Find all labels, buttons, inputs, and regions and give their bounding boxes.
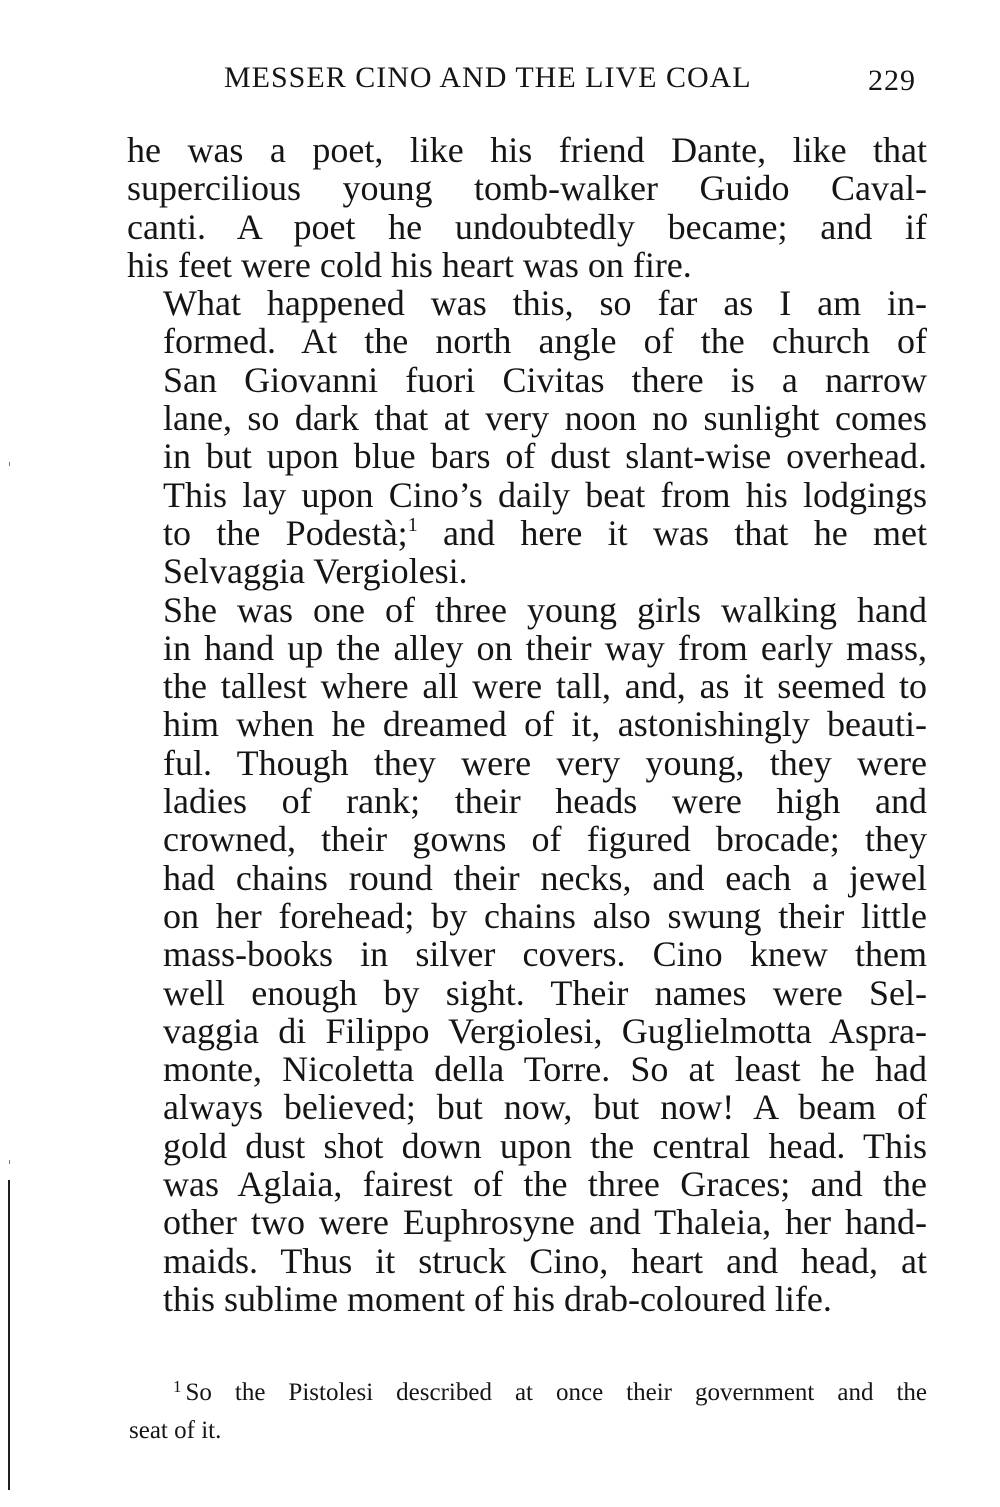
text-line: his feet were cold his heart was on fire.	[127, 244, 692, 285]
paragraph	[127, 591, 927, 1319]
text-line: supercilious young tomb-walker Guido Caval-	[127, 168, 927, 209]
text-fragment: and here it was that he met	[417, 512, 927, 553]
text-line: formed. At the north angle of the church of	[163, 321, 927, 362]
text-line: What happened was this, so far as I am in-	[163, 283, 927, 324]
page-edge-speck	[9, 462, 10, 466]
paragraph	[127, 284, 927, 590]
page-number: 229	[868, 64, 916, 97]
text-line: this sublime moment of his drab-coloured life.	[163, 1278, 832, 1319]
text-line: Selvaggia Vergiolesi.	[163, 551, 468, 592]
footnote-line	[129, 1378, 927, 1416]
text-line: well enough by sight. Their names were Sel-	[163, 972, 927, 1013]
text-line: canti. A poet he undoubtedly became; and if	[127, 206, 927, 247]
footnote-mark: 1	[173, 1377, 182, 1396]
body-text	[127, 131, 927, 1318]
footnote-reference[interactable]: 1	[407, 513, 418, 536]
paragraph	[127, 131, 927, 284]
text-line: maids. Thus it struck Cino, heart and head, at	[163, 1240, 927, 1281]
text-line: lane, so dark that at very noon no sunlight comes	[163, 398, 927, 439]
text-line: This lay upon Cino’s daily beat from his lodgings	[163, 474, 927, 515]
text-line: was Aglaia, fairest of the three Graces; and the	[163, 1164, 927, 1205]
running-head-title: MESSER CINO AND THE LIVE COAL	[224, 61, 752, 94]
text-line: monte, Nicoletta della Torre. So at least he had	[163, 1049, 927, 1090]
text-line-with-footnote-ref	[127, 514, 927, 552]
text-fragment: to the Podestà;	[163, 512, 408, 553]
text-line: in but upon blue bars of dust slant-wise overhead.	[163, 436, 927, 477]
text-line: ful. Though they were very young, they were	[163, 742, 927, 783]
text-line: had chains round their necks, and each a jewel	[163, 857, 927, 898]
text-line: always believed; but now, but now! A beam of	[163, 1087, 927, 1128]
text-line: in hand up the alley on their way from early mass,	[163, 627, 927, 668]
text-line: the tallest where all were tall, and, as it seemed to	[163, 666, 927, 707]
page-edge-speck	[9, 1160, 10, 1164]
text-line: San Giovanni fuori Civitas there is a narrow	[163, 359, 927, 400]
text-line: on her forehead; by chains also swung their little	[163, 895, 927, 936]
text-line: gold dust shot down upon the central head. This	[163, 1125, 927, 1166]
text-line: vaggia di Filippo Vergiolesi, Guglielmotta Aspra-	[163, 1010, 927, 1051]
text-line: other two were Euphrosyne and Thaleia, her hand-	[163, 1202, 927, 1243]
text-line: crowned, their gowns of figured brocade; they	[163, 819, 927, 860]
text-line: ladies of rank; their heads were high and	[163, 781, 927, 822]
page-edge-rule	[8, 1180, 10, 1490]
footnote	[129, 1378, 927, 1455]
text-line: She was one of three young girls walking hand	[163, 589, 927, 630]
text-line: mass-books in silver covers. Cino knew them	[163, 934, 927, 975]
footnote-text: So the Pistolesi described at once their government and the	[185, 1379, 927, 1406]
text-line: he was a poet, like his friend Dante, like that	[127, 130, 927, 170]
text-line: him when he dreamed of it, astonishingly beauti-	[163, 704, 927, 745]
footnote-line: seat of it.	[129, 1417, 222, 1445]
